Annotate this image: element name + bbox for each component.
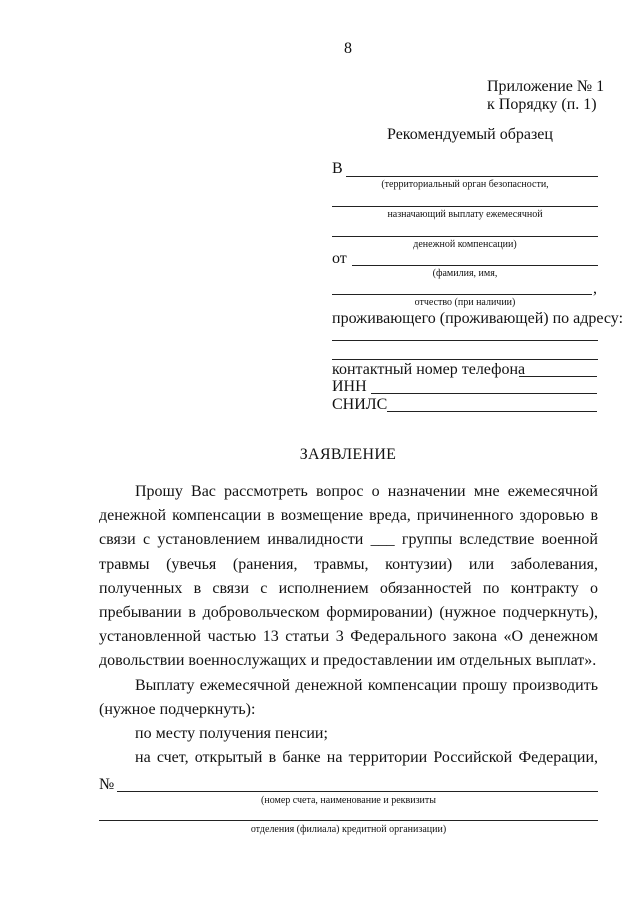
to-field-line[interactable] (346, 176, 598, 177)
appendix-line-1: Приложение № 1 (487, 78, 605, 95)
branch-field-line[interactable] (99, 820, 598, 821)
application-body (99, 480, 598, 770)
snils-label: СНИЛС (332, 396, 388, 413)
comma-mark: , (593, 280, 597, 297)
appendix-line-2: к Порядку (п. 1) (487, 96, 597, 113)
to-field-line-3[interactable] (332, 236, 598, 237)
option-bank-account: на счет, открытый в банке на территории Российской Федерации, (135, 749, 598, 767)
to-label: В (332, 160, 343, 177)
paragraph-payment-method: Выплату ежемесячной денежной компенсации прошу производить (нужное подчеркнуть): (99, 676, 598, 718)
document-title: ЗАЯВЛЕНИЕ (299, 446, 397, 463)
account-caption-2: отделения (филиала) кредитной организации) (250, 824, 447, 835)
page-number: 8 (344, 40, 352, 57)
address-field-line-2[interactable] (332, 359, 598, 360)
patronymic-caption: отчество (при наличии) (414, 297, 516, 308)
inn-field-line[interactable] (371, 393, 597, 394)
phone-field-line[interactable] (519, 376, 597, 377)
to-caption-1: (территориальный орган безопасности, (381, 179, 549, 190)
appendix-header (487, 78, 604, 114)
account-field-line[interactable] (117, 791, 598, 792)
paragraph-request: Прошу Вас рассмотреть вопрос о назначении мне ежемесячной денежной компенсации в возмещение вреда, причиненного здоровью в связи с установлением инвалидности ___ группы вследствие военной травмы (увечья (ранения, травмы, контузии) или заболевания, полученных в связи с исполнением обязанностей по контракту о пребывании в добровольческом формировании) (нужное подчеркнуть), установленной частью 13 статьи 3 Федерального закона «О денежном довольствии военнослужащих и предоставлении им отдельных выплат». (99, 483, 598, 670)
to-field-line-2[interactable] (332, 206, 598, 207)
account-caption-1: (номер счета, наименование и реквизиты (261, 795, 436, 806)
address-field-line-1[interactable] (332, 340, 598, 341)
from-label: от (332, 250, 347, 267)
inn-label: ИНН (332, 378, 367, 395)
name-caption: (фамилия, имя, (432, 268, 498, 279)
to-caption-3: денежной компенсации) (413, 239, 517, 250)
recommended-sample-label: Рекомендуемый образец (387, 126, 553, 143)
address-label: проживающего (проживающей) по адресу: (332, 310, 624, 327)
option-pension: по месту получения пенсии; (135, 725, 328, 743)
account-number-label: № (99, 776, 115, 793)
snils-field-line[interactable] (387, 411, 597, 412)
phone-label: контактный номер телефона (332, 361, 526, 378)
from-field-line[interactable] (352, 265, 598, 266)
patronymic-field-line[interactable] (332, 294, 592, 295)
to-caption-2: назначающий выплату ежемесячной (387, 209, 543, 220)
